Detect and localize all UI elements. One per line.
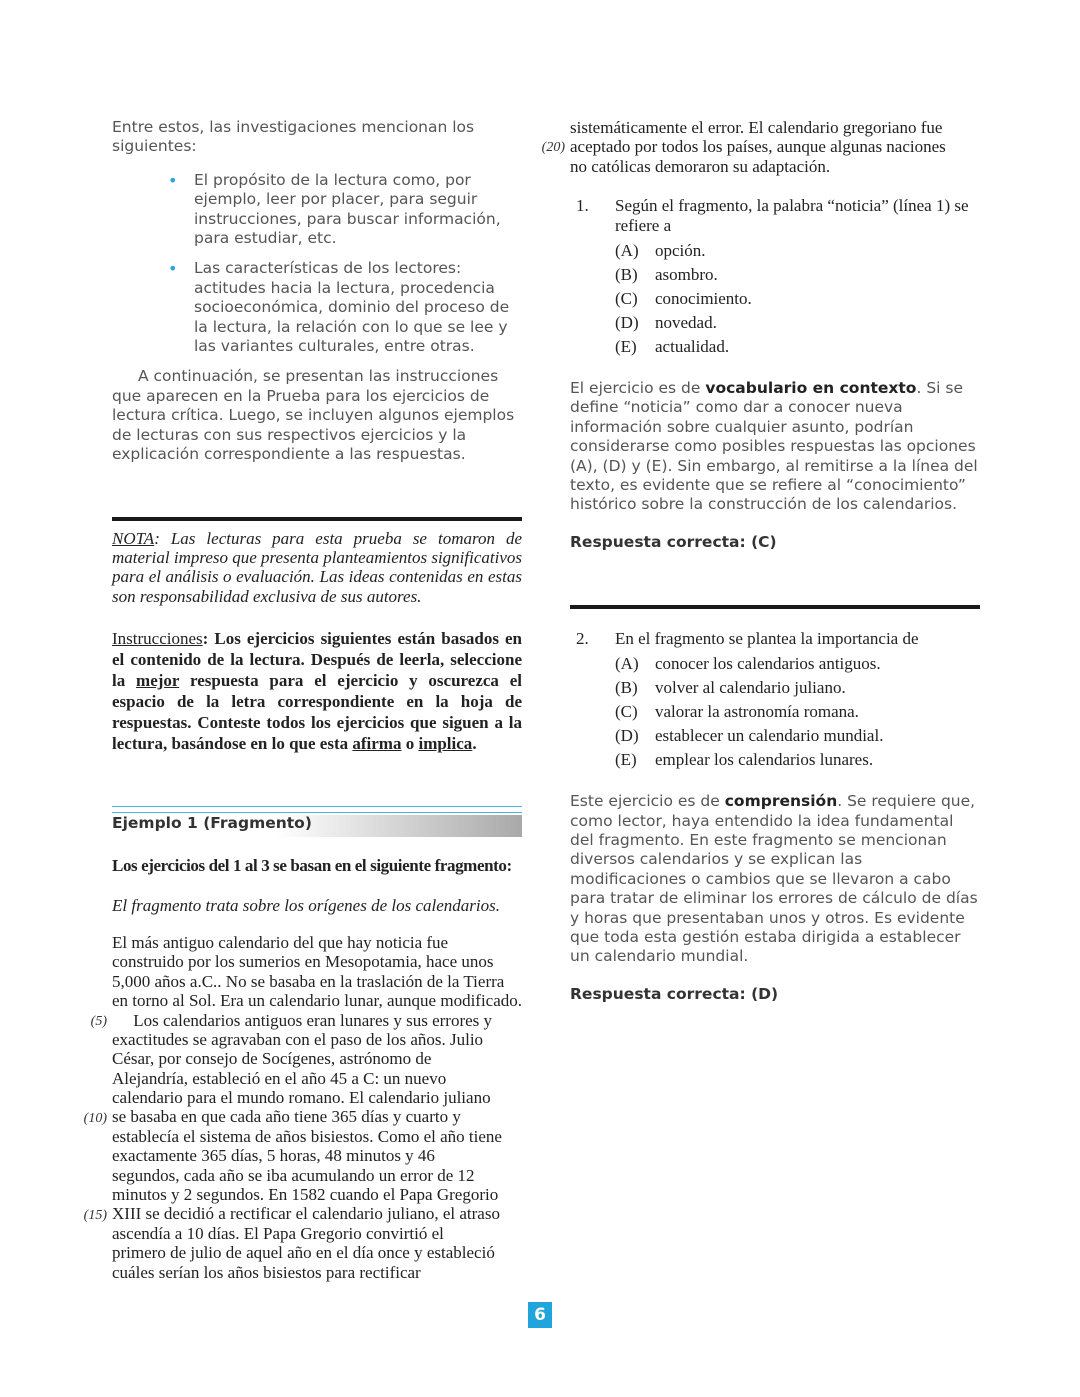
passage-line: Alejandría, estableció en el año 45 a C: un nuevo bbox=[112, 1068, 447, 1088]
keyword: comprensión bbox=[724, 792, 838, 811]
instructions-label: Instrucciones bbox=[112, 629, 203, 649]
line-number: (5) bbox=[90, 1013, 107, 1029]
instructions-paragraph: Instrucciones: Los ejercicios siguientes están basados en el contenido de la lectura. Después de leerla, seleccione la mejor respuesta para el ejercicio y oscurezca el espacio de la letra correspondiente en la hoja de respuestas. Conteste todos los ejercicios que siguen a la lectura, basándose en lo que esta afirma o implica. bbox=[112, 629, 523, 754]
option-c bbox=[615, 287, 980, 311]
option-a bbox=[615, 652, 980, 676]
option-b bbox=[615, 263, 980, 287]
option-text: emplear los calendarios lunares. bbox=[655, 750, 874, 770]
list-item: • El propósito de la lectura como, por ejemplo, leer por placer, para seguir instrucciones, para buscar información, para estudiar, etc. bbox=[168, 170, 501, 248]
example-subject: El fragmento trata sobre los orígenes de los calendarios. bbox=[112, 895, 500, 915]
answer-2: Respuesta correcta: (D) bbox=[570, 984, 779, 1003]
intro-paragraph: Entre estos, las investigaciones mencionan los siguientes: bbox=[112, 118, 475, 156]
nota-paragraph: NOTA: Las lecturas para esta prueba se tomaron de material impreso que presenta planteamientos significativos para el análisis o evaluación. Las ideas contenidas en estas son responsabilidad exclusiva de sus autores. bbox=[112, 528, 523, 606]
passage-continuation bbox=[541, 118, 980, 176]
option-letter: (B) bbox=[615, 264, 638, 284]
option-text: volver al calendario juliano. bbox=[655, 678, 846, 698]
question-2 bbox=[570, 629, 980, 772]
question-1 bbox=[570, 196, 980, 359]
option-letter: (E) bbox=[615, 750, 637, 770]
question-options bbox=[615, 239, 980, 359]
passage-line: exactitudes se agravaban con el paso de los años. Julio bbox=[112, 1029, 484, 1049]
option-text: conocer los calendarios antiguos. bbox=[655, 654, 881, 674]
example-title: Ejemplo 1 (Fragmento) bbox=[112, 814, 312, 833]
line-number: (15) bbox=[83, 1207, 107, 1223]
option-e bbox=[615, 748, 980, 772]
passage-line: XIII se decidió a rectificar el calendario juliano, el atraso bbox=[112, 1204, 500, 1224]
option-letter: (C) bbox=[615, 702, 638, 722]
example-basis: Los ejercicios del 1 al 3 se basan en el siguiente fragmento: bbox=[112, 856, 512, 876]
passage-line: establecía el sistema de años bisiestos. Como el año tiene bbox=[112, 1126, 502, 1146]
page-number: 6 bbox=[528, 1302, 552, 1328]
passage-line: minutos y 2 segundos. En 1582 cuando el Papa Gregorio bbox=[112, 1185, 499, 1205]
passage-line: aceptado por todos los países, aunque algunas naciones bbox=[570, 137, 946, 157]
option-text: valorar la astronomía romana. bbox=[655, 702, 859, 722]
continuation-paragraph: A continuación, se presentan las instrucciones que aparecen en la Prueba para los ejercicios de lectura crítica. Luego, se incluyen algunos ejemplos de lecturas con sus respectivos ejercicios y la explicación correspondiente a las respuestas. bbox=[112, 367, 515, 464]
passage-line: primero de julio de aquel año en el día once y estableció bbox=[112, 1243, 495, 1263]
keyword: vocabulario en contexto bbox=[705, 378, 917, 397]
option-letter: (D) bbox=[615, 312, 639, 332]
nota-label: NOTA bbox=[112, 528, 155, 548]
passage-line: se basaba en que cada año tiene 365 días y cuarto y bbox=[112, 1107, 461, 1127]
option-letter: (C) bbox=[615, 288, 638, 308]
option-b bbox=[615, 676, 980, 700]
question-options bbox=[615, 652, 980, 772]
option-letter: (B) bbox=[615, 678, 638, 698]
passage-line: sistemáticamente el error. El calendario gregoriano fue bbox=[570, 118, 943, 137]
passage-line: ascendía a 10 días. El Papa Gregorio convirtió el bbox=[112, 1223, 444, 1243]
header-double-rule bbox=[112, 806, 522, 813]
passage-line: en torno al Sol. Era un calendario lunar, aunque modificado. bbox=[112, 991, 523, 1011]
passage-text bbox=[83, 932, 523, 1282]
option-text: novedad. bbox=[655, 312, 717, 332]
bullet-icon: • bbox=[168, 259, 178, 279]
option-text: opción. bbox=[655, 240, 706, 260]
line-number: (20) bbox=[541, 140, 565, 156]
question-stem: Según el fragmento, la palabra “noticia” (línea 1) se refiere a bbox=[615, 196, 969, 235]
right-column bbox=[541, 118, 980, 1003]
question-number: 2. bbox=[576, 628, 589, 648]
passage-line: segundos, cada año se iba acumulando un error de 12 bbox=[112, 1165, 475, 1185]
option-c bbox=[615, 700, 980, 724]
question-number: 1. bbox=[576, 196, 589, 216]
example-header bbox=[112, 806, 522, 842]
option-letter: (D) bbox=[615, 726, 639, 746]
option-text: establecer un calendario mundial. bbox=[655, 726, 884, 746]
passage-line: César, por consejo de Socígenes, astrónomo de bbox=[112, 1049, 432, 1069]
line-number: (10) bbox=[83, 1110, 107, 1126]
passage-line: calendario para el mundo romano. El calendario juliano bbox=[112, 1088, 491, 1108]
option-letter: (A) bbox=[615, 654, 639, 674]
explanation-2: Este ejercicio es de comprensión. Se requiere que, como lector, haya entendido la idea fundamental del fragmento. En este fragmento se mencionan diversos calendarios y se explican las modificaciones o cambios que se llevaron a cabo para tratar de eliminar los errores de cálculo de días y horas que presentaban unos y otros. Es evidente que toda esta gestión estaba dirigida a establecer un calendario mundial. bbox=[570, 792, 978, 966]
bullet-icon: • bbox=[168, 170, 178, 190]
option-a bbox=[615, 239, 980, 263]
passage-line: 5,000 años a.C.. No se basaba en la traslación de la Tierra bbox=[112, 971, 505, 991]
option-letter: (E) bbox=[615, 336, 637, 356]
passage-line: no católicas demoraron su adaptación. bbox=[570, 156, 831, 176]
option-d bbox=[615, 311, 980, 335]
left-column bbox=[83, 118, 523, 1282]
option-text: asombro. bbox=[655, 264, 718, 284]
explanation-1: El ejercicio es de vocabulario en contexto. Si se define “noticia” como dar a conocer nueva información sobre cualquier asunto, podrían considerarse como posibles respuestas las opciones (A), (D) y (E). Sin embargo, al remitirse a la línea del texto, es evidente que se refiere al “conocimiento” histórico sobre la construcción de los calendarios. bbox=[570, 378, 978, 514]
option-text: conocimiento. bbox=[655, 288, 752, 308]
passage-line: construido por los sumerios en Mesopotamia, hace unos bbox=[112, 952, 494, 972]
option-d bbox=[615, 724, 980, 748]
passage-line: El más antiguo calendario del que hay noticia fue bbox=[112, 932, 449, 952]
passage-line: cuáles serían los años bisiestos para rectificar bbox=[112, 1262, 421, 1282]
option-e bbox=[615, 335, 980, 359]
option-text: actualidad. bbox=[655, 336, 730, 356]
list-item: • Las características de los lectores: actitudes hacia la lectura, procedencia socioeconómica, dominio del proceso de la lectura, la relación con lo que se lee y las variantes culturales, entre otras. bbox=[168, 259, 510, 356]
option-letter: (A) bbox=[615, 240, 639, 260]
passage-line: Los calendarios antiguos eran lunares y sus errores y bbox=[112, 1010, 493, 1030]
passage-line: exactamente 365 días, 5 horas, 48 minutos y 46 bbox=[112, 1146, 435, 1166]
answer-1: Respuesta correcta: (C) bbox=[570, 532, 777, 551]
question-stem: En el fragmento se plantea la importancia de bbox=[615, 628, 919, 648]
research-factors-list bbox=[112, 171, 522, 357]
